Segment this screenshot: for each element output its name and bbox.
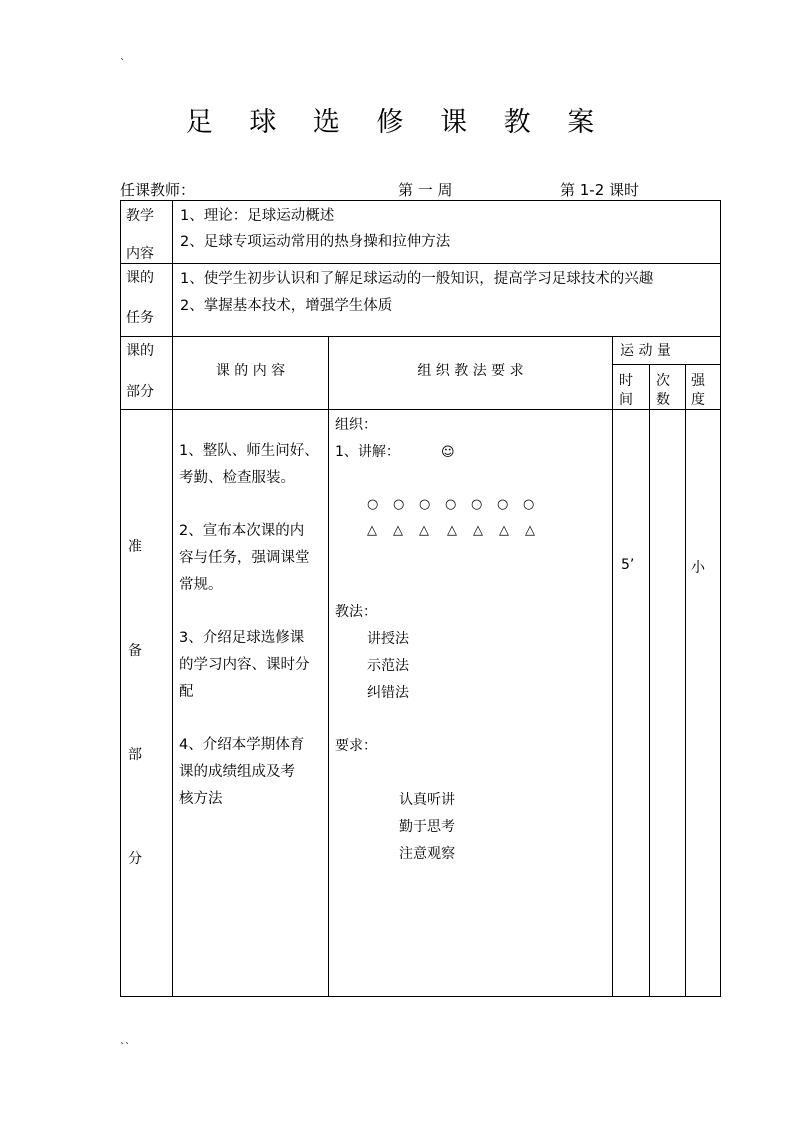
content-item-3-line-2: 的学习内容、课时分 [179,657,310,673]
prep-part-char-4: 分 [128,851,142,867]
student-triangle-icon: △ [419,523,429,538]
prep-intensity-value: 小 [691,560,705,576]
organization-label: 组织： [335,417,377,433]
prep-time-value: 5’ [621,557,635,573]
content-item-2-line-2: 容与任务，强调课堂 [179,550,310,566]
lesson-task-item-1: 1、使学生初步认识和了解足球运动的一般知识，提高学习足球技术的兴趣 [180,271,654,287]
teaching-content-label-2: 内容 [126,246,154,262]
corner-mark-top: ` [120,58,125,69]
method-item-1: 讲授法 [367,631,409,647]
content-item-2-line-1: 2、宣布本次课的内 [179,523,305,539]
student-triangle-icon: △ [499,523,509,538]
document-title: 足 球 选 修 课 教 案 [185,107,609,138]
teaching-content-label-1: 教学 [126,208,154,224]
requirement-label: 要求： [335,738,377,754]
student-circle-icon: ○ [523,497,535,512]
part-header-1: 课的 [126,343,154,359]
content-item-4-line-3: 核方法 [179,791,223,807]
teacher-smiley-icon: ☺ [441,445,455,460]
student-triangle-icon: △ [447,523,457,538]
student-triangle-icon: △ [525,523,535,538]
requirement-item-1: 认真听讲 [399,792,455,808]
intensity-header-1: 强 [691,373,705,389]
student-circle-icon: ○ [497,497,509,512]
lesson-task-item-2: 2、掌握基本技术，增强学生体质 [180,298,393,314]
time-header-2: 间 [619,392,633,408]
corner-mark-bottom: `` [120,1042,130,1053]
week-label: 第 一 周 [398,181,453,199]
student-circle-icon: ○ [393,497,405,512]
lesson-task-label-1: 课的 [126,270,154,286]
method-item-3: 纠错法 [367,685,409,701]
load-header: 运 动 量 [620,343,671,359]
student-circle-icon: ○ [419,497,431,512]
content-item-3-line-3: 配 [179,684,194,700]
student-circle-icon: ○ [471,497,483,512]
content-item-1-line-2: 考勤、检查服装。 [179,470,295,486]
count-header-1: 次 [656,373,670,389]
student-triangle-icon: △ [473,523,483,538]
prep-part-char-1: 准 [128,539,142,555]
teaching-content-item-2: 2、足球专项运动常用的热身操和拉伸方法 [180,234,451,250]
method-label: 教法： [335,604,377,620]
student-circle-icon: ○ [445,497,457,512]
content-header: 课 的 内 容 [215,363,286,379]
count-header-2: 数 [656,392,670,408]
content-item-1-line-1: 1、整队、师生问好、 [179,443,319,459]
student-triangle-icon: △ [393,523,403,538]
student-triangle-icon: △ [367,523,377,538]
student-circle-icon: ○ [367,497,379,512]
explain-label: 1、讲解： [335,444,400,460]
period-label: 第 1-2 课时 [560,181,640,199]
lesson-task-label-2: 任务 [126,310,154,326]
content-item-4-line-2: 课的成绩组成及考 [179,764,295,780]
prep-part-char-3: 部 [128,747,142,763]
teaching-content-item-1: 1、理论：足球运动概述 [180,208,335,224]
prep-part-char-2: 备 [128,643,142,659]
requirement-item-2: 勤于思考 [399,819,455,835]
content-item-3-line-1: 3、介绍足球选修课 [179,630,305,646]
part-header-2: 部分 [126,384,154,400]
method-header: 组 织 教 法 要 求 [417,363,524,379]
method-item-2: 示范法 [367,658,409,674]
time-header-1: 时 [619,373,633,389]
teacher-label: 任课教师： [120,181,196,199]
content-item-2-line-3: 常规。 [179,577,223,593]
content-item-4-line-1: 4、介绍本学期体育 [179,737,305,753]
intensity-header-2: 度 [691,392,705,408]
requirement-item-3: 注意观察 [399,846,455,862]
